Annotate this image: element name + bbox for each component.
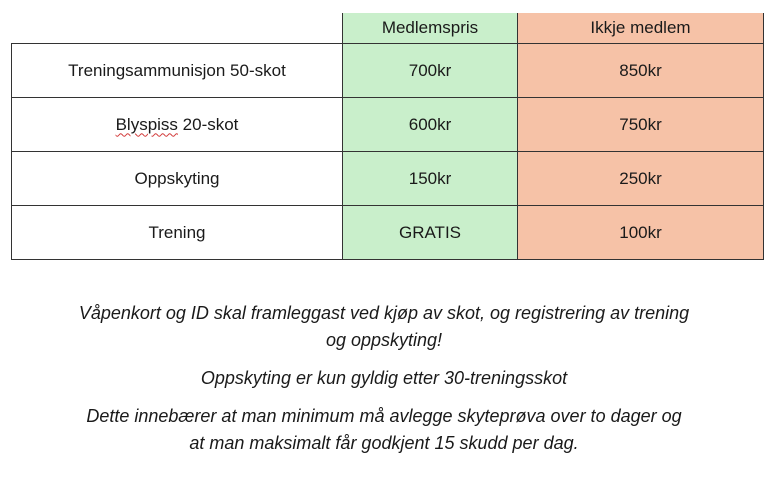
note-line: og oppskyting!: [325, 330, 443, 350]
table-row: [12, 98, 764, 152]
table-row: [12, 44, 764, 98]
member-price-cell: GRATIS: [343, 206, 518, 260]
row-item-name-suffix: 20-skot: [177, 114, 239, 134]
shooting-test-note: [0, 403, 768, 457]
header-blank-cell: [12, 13, 343, 44]
member-price-cell: 700kr: [343, 44, 518, 98]
validity-note: Oppskyting er kun gyldig etter 30-treningsskot: [200, 368, 568, 388]
row-item-name: Trening: [12, 206, 343, 260]
note-line: Dette innebærer at man minimum må avlegge skyteprøva over to dager og: [86, 406, 682, 426]
nonmember-price-cell: 750kr: [518, 98, 764, 152]
header-nonmember-price: Ikkje medlem: [518, 13, 764, 44]
table-header-row: [12, 13, 764, 44]
nonmember-price-cell: 250kr: [518, 152, 764, 206]
misspelled-word: Blyspiss: [115, 114, 178, 134]
id-requirement-note: [0, 300, 768, 354]
member-price-cell: 150kr: [343, 152, 518, 206]
row-item-name: [12, 98, 343, 152]
table-row: [12, 152, 764, 206]
nonmember-price-cell: 850kr: [518, 44, 764, 98]
member-price-cell: 600kr: [343, 98, 518, 152]
nonmember-price-cell: 100kr: [518, 206, 764, 260]
row-item-name: Oppskyting: [12, 152, 343, 206]
header-member-price: Medlemspris: [343, 13, 518, 44]
notes-section: [0, 300, 768, 457]
price-table: [11, 13, 764, 260]
note-line: at man maksimalt får godkjent 15 skudd per dag.: [189, 433, 579, 453]
note-line: Våpenkort og ID skal framleggast ved kjøp av skot, og registrering av trening: [78, 303, 690, 323]
table-row: [12, 206, 764, 260]
row-item-name: Treningsammunisjon 50-skot: [12, 44, 343, 98]
